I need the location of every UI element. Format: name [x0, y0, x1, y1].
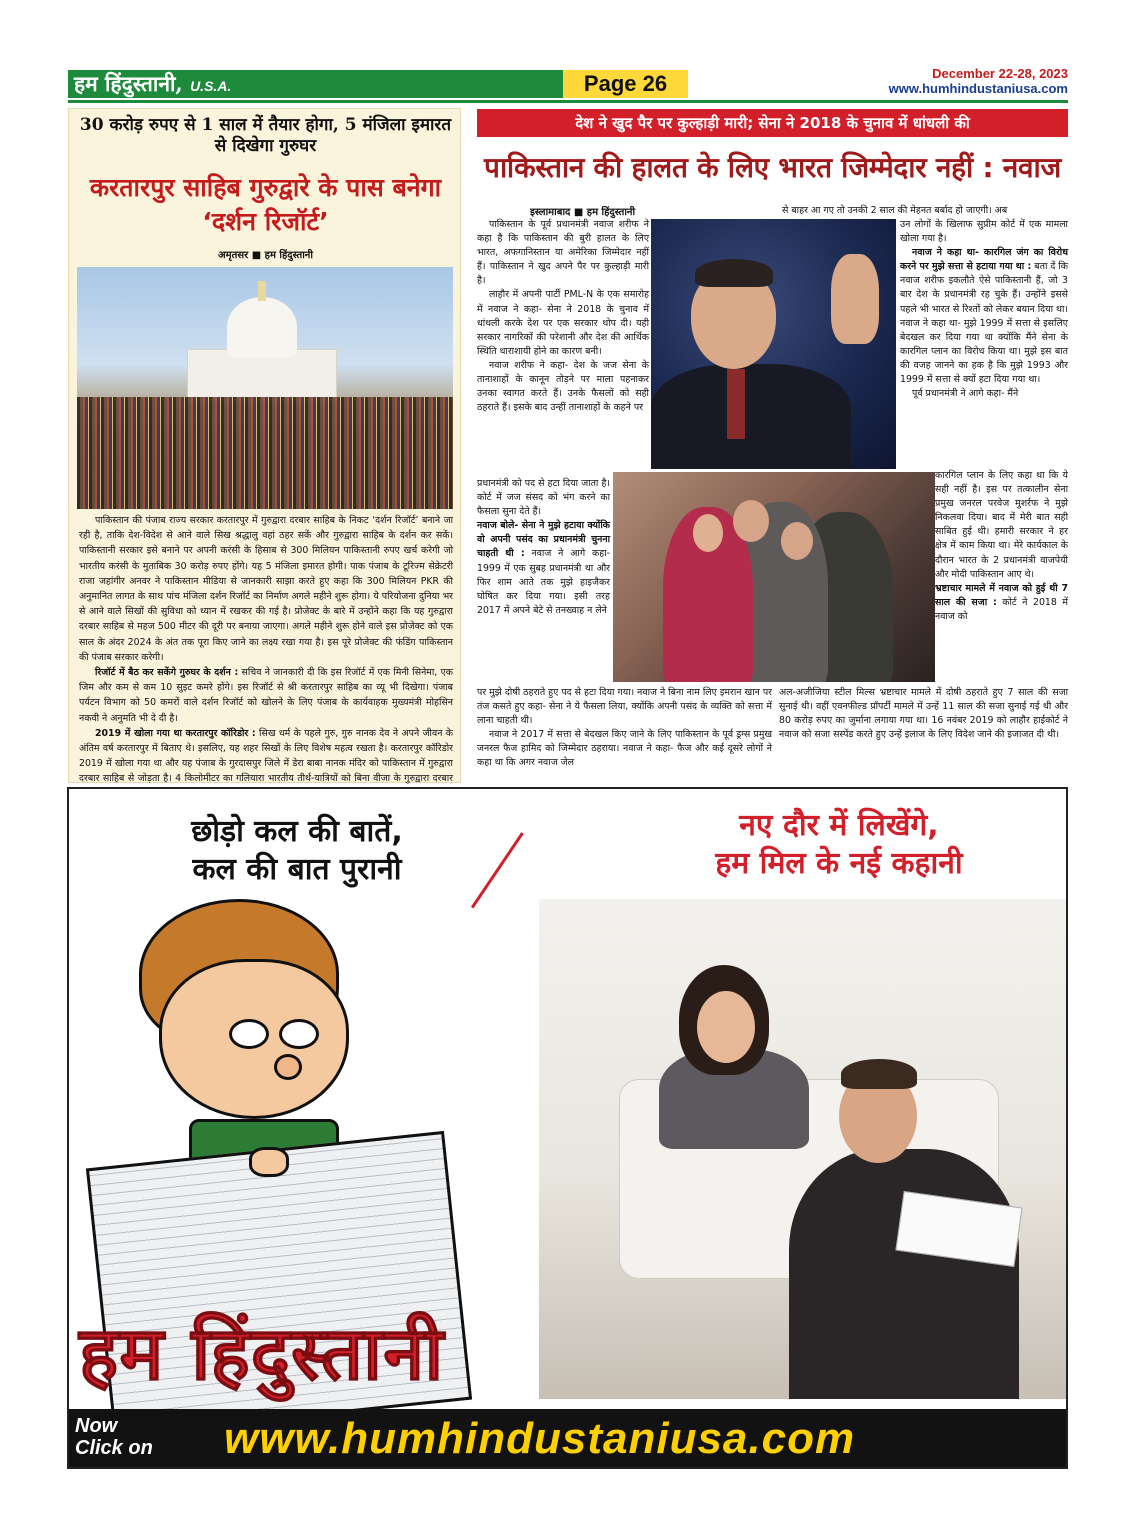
photo-raised-hand	[831, 254, 879, 344]
subhead: भ्रष्टाचार मामले में नवाज को हुई थी 7 साल की सजा :	[935, 582, 1068, 608]
nawaz-family-photo	[613, 472, 935, 682]
ad-brand-name: हम हिंदुस्तानी	[79, 1311, 445, 1397]
body-paragraph: पाकिस्तान की पंजाब राज्य सरकार करतारपुर में गुरुद्वारा दरबार साहिब के निकट ‘दर्शन रिजॉर्ट’ बनाने जा रही है, ताकि देश-विदेश से आने वाले सिख श्रद्धालु वहां ठहर सकें और गुरुद्वारा साहिब के दर्शन कर सकें। पाकिस्तानी सरकार इसे बनाने पर अपनी करंसी के हिसाब से 300 मिलियन पाकिस्तानी रुपए खर्च करेगी जो भारतीय करंसी के मुताबिक 30 करोड़ रुपए होंगे। यह 5 मंजिला इमारत होगी। पाक पंजाब के टूरिज्म सेक्रेटरी राजा जहांगीर अनवर ने पाकिस्तान मीडिया से जानकारी साझा करते हुए कहा कि 300 मिलियन PKR की अनुमानित लागत के साथ पांच मंजिला दर्शन रिजॉर्ट का निर्माण अगले महीने शुरू होगा। ये परियोजना दुनिया भर से आने वाले सिखों की सुविधा को ध्यान में रखकर की गई है। प्रोजेक्ट के बारे में उन्होंने कहा कि यह गुरुद्वारा दरबार साहिब से महज 500 मीटर की दूरी पर बनाया जाएगा। अगले महीने शुरू होने वाले इस प्रोजेक्ट को एक साल के अंदर 2024 के अंत तक पूरा किए जाने का लक्ष्य रखा गया है। इस पूरे प्रोजेक्ट की फंडिंग पाकिस्तान की पंजाब सरकार करेगी।	[79, 515, 453, 663]
body-paragraph: नवाज शरीफ ने कहा- देश के जज सेना के तानाशाहों के कानून तोड़ने पर माला पहनाकर उनका स्वागत करते हैं। उनके फैसलों को सही ठहराते हैं। इसके बाद उन्हीं तानाशाहों के कहने पर	[477, 359, 649, 414]
article-body	[79, 513, 453, 802]
kartarpur-article	[68, 108, 461, 783]
ad-right-slogan	[629, 807, 1049, 883]
subhead: 2019 में खोला गया था करतारपुर कॉरिडोर :	[95, 727, 256, 739]
photo-hair	[695, 259, 773, 287]
call-to-action	[75, 1415, 153, 1459]
photo-face	[781, 522, 813, 560]
subhead: नवाज ने कहा था- कारगिल जंग का विरोध करने पर मुझे सत्ता से हटाया गया था :	[900, 247, 1068, 273]
photo-tie	[727, 369, 745, 439]
paper-region: U.S.A.	[190, 78, 232, 94]
masthead	[68, 66, 1068, 98]
masthead-divider	[68, 100, 1068, 103]
woman-face	[697, 991, 755, 1063]
nawaz-article-column-1	[477, 218, 649, 415]
ad-footer	[69, 1409, 1068, 1469]
nawaz-article-column-3	[900, 218, 1068, 401]
photo-suit	[651, 364, 851, 469]
body-paragraph: कारगिल प्लान के लिए कहा था कि ये सही नहीं है। इस पर तत्कालीन सेना प्रमुख जनरल परवेज मुशर्रफ ने मुझे निकलवा दिया। बाद में मेरी बात सही साबित हुई थी। हमारी सरकार ने हर क्षेत्र में काम किया था। मेरे कार्यकाल के दौरान भारत के 2 प्रधानमंत्री वाजपेयी और मोदी पाकिस्तान आए थे।	[935, 470, 1068, 580]
man-hair	[841, 1059, 917, 1089]
page-number: Page 26	[563, 70, 688, 98]
nawaz-article-column-3-lower	[935, 469, 1068, 624]
couple-photo	[539, 899, 1068, 1399]
slogan-line: हम मिल के नई कहानी	[715, 846, 963, 881]
nawaz-article-headline: पाकिस्तान की हालत के लिए भारत जिम्मेदार नहीं : नवाज	[484, 151, 1061, 184]
body-paragraph	[477, 519, 610, 618]
body-paragraph: पाकिस्तान के पूर्व प्रधानमंत्री नवाज शरीफ ने कहा है कि पाकिस्तान की बुरी हालत के लिए भारत, अफगानिस्तान या अमेरिका जिम्मेदार नहीं हैं। पाकिस्तान ने खुद अपने पैर पर कुल्हाड़ी मारी है।	[477, 219, 649, 287]
body-text: कोर्ट ने 2018 में नवाज को	[935, 596, 1068, 622]
cartoon-hand	[249, 1147, 289, 1177]
body-paragraph: पूर्व प्रधानमंत्री ने आगे कहा- मैंने	[912, 388, 1019, 400]
slogan-line: नए दौर में लिखेंगे,	[739, 808, 939, 843]
paper-name-bar	[68, 70, 563, 98]
crowd	[77, 397, 453, 509]
nawaz-article-kicker: देश ने खुद पैर पर कुल्हाड़ी मारी; सेना ने 2018 के चुनाव में धांधली की	[477, 109, 1068, 137]
subhead: नवाज बोले- सेना ने मुझे हटाया क्योंकि वो अपनी पसंद का प्रधानमंत्री चुनना चाहती थी :	[477, 520, 610, 560]
body-paragraph	[900, 246, 1068, 387]
photo-face	[733, 500, 769, 542]
cta-line: Click on	[75, 1437, 153, 1459]
cta-line: Now	[75, 1415, 118, 1437]
slogan-line: छोड़ो कल की बातें,	[191, 814, 403, 849]
body-text: नवाज ने आगे कहा- 1999 में एक सुबह प्रधानमंत्री था और फिर शाम आते तक मुझे हाइजैकर घोषित कर दिया गया। इसी तरह 2017 में अपने बेटे से तनख्वाह न लेने	[477, 548, 610, 616]
speech-line	[471, 832, 524, 908]
nawaz-article-byline: इस्लामाबाद ■ हम हिंदुस्तानी	[530, 207, 636, 218]
nawaz-sharif-photo	[651, 219, 896, 469]
humhindustani-advertisement	[67, 787, 1068, 1469]
slogan-line: कल की बात पुरानी	[192, 852, 402, 887]
website-link[interactable]: www.humhindustaniusa.com	[888, 81, 1068, 96]
issue-date: December 22-28, 2023	[932, 66, 1068, 81]
paper-name: हम हिंदुस्तानी,	[74, 71, 183, 96]
gurdwara-photo	[77, 267, 453, 509]
article-headline: करतारपुर साहिब गुरुद्वारे के पास बनेगा ‘दर्शन रिजॉर्ट’	[89, 173, 442, 236]
body-paragraph	[935, 582, 1068, 624]
body-paragraph: नवाज ने 2017 में सत्ता से बेदखल किए जाने के लिए पाकिस्तान के पूर्व ड्रग्स प्रमुख जनरल फैज हामिद को जिम्मेदार ठहराया। नवाज ने कहा- फैज और कई दूसरे लोगों ने कहा था कि अगर नवाज जेल	[477, 729, 772, 769]
issue-info	[889, 66, 1068, 96]
gurdwara-building	[187, 349, 337, 403]
nawaz-article-bottom-left	[477, 686, 772, 771]
ad-left-slogan	[127, 813, 467, 889]
article-dateline: अमृतसर ■ हम हिंदुस्तानी	[218, 250, 313, 261]
cartoon-eye	[229, 1019, 269, 1049]
body-paragraph: पर मुझे दोषी ठहराते हुए पद से हटा दिया गया। नवाज ने बिना नाम लिए इमरान खान पर तंज कसते हुए कहा- सेना ने ये फैसला लिया, क्योंकि अपनी पसंद के व्यक्ति को सत्ता में लाना चाहती थी।	[477, 687, 772, 727]
cartoon-eye	[279, 1019, 319, 1049]
article-kicker: 30 करोड़ रुपए से 1 साल में तैयार होगा, 5 मंजिला इमारत से दिखेगा गुरुघर	[79, 115, 452, 156]
nawaz-article-column-3-top: से बाहर आ गए तो उनकी 2 साल की मेहनत बर्बाद हो जाएगी। अब	[782, 205, 1008, 216]
gurdwara-dome	[227, 297, 297, 357]
body-paragraph: प्रधानमंत्री को पद से हटा दिया जाता है। कोर्ट में जज संसद को भंग करने का फैसला सुना देते हैं।	[477, 478, 610, 518]
nawaz-article-bottom-right: अल-अजीजिया स्टील मिल्स भ्रष्टाचार मामले में दोषी ठहराते हुए 7 साल की सजा सुनाई थी। वहीं एवनफील्ड प्रॉपर्टी मामले में उन्हें 11 साल की सजा सुनाई गई थी और 80 करोड़ रुपए का जुर्माना लगाया गया था। 16 नवंबर 2019 को लाहौर हाईकोर्ट ने नवाज को सजा सस्पेंड करते हुए उन्हें इलाज के लिए विदेश जाने की इजाजत दी थी।	[779, 687, 1068, 741]
photo-face	[693, 514, 723, 552]
gurdwara-spire	[258, 281, 266, 301]
nawaz-article-column-1-lower	[477, 477, 610, 618]
body-text: बता दें कि नवाज शरीफ इकलौते ऐसे पाकिस्तानी हैं, जो 3 बार देश के प्रधानमंत्री रह चुके हैं। उन्होंने इससे पहले भी भारत से रिश्तों को लेकर बयान दिया था। नवाज ने कहा था- मुझे 1999 में सत्ता से इसलिए बेदखल कर दिया गया था क्योंकि मैंने सेना के कारगिल प्लान का विरोध किया था। मुझे इस बात की वजह जानने का हक है कि मुझे 1993 और 1999 में सत्ता से क्यों हटा दिया गया था।	[900, 261, 1069, 386]
ad-website-link[interactable]: www.humhindustaniusa.com	[224, 1414, 856, 1463]
body-paragraph	[79, 665, 453, 726]
body-text: सचिव ने जानकारी दी कि इस रिजॉर्ट में एक मिनी सिनेमा, एक जिम और कम से कम 10 सुइट कमरे होंगे। इस रिजॉर्ट से श्री करतारपुर साहिब का व्यू भी दिखेगा। पंजाब पर्यटन विभाग को 50 कमरों वाले दर्शन रिजॉर्ट को खोलने के लिए पंजाब के कार्यवाहक मुख्यमंत्री मोहसिन नकवी ने अनुमति भी दे दी है।	[79, 667, 453, 724]
subhead: रिजॉर्ट में बैठ कर सकेंगे गुरुघर के दर्शन :	[95, 667, 239, 679]
body-text: सिख धर्म के पहले गुरु, गुरु नानक देव ने अपने जीवन के अंतिम वर्ष करतारपुर में बिताए थे। इसलिए, यह शहर सिखों के लिए विशेष महत्व रखता है। करतारपुर कॉरिडोर 2019 में खोला गया था और यह पंजाब के गुरदासपुर जिले में डेरा बाबा नानक मंदिर को पाकिस्तान में गुरुद्वारा दरबार साहिब से जोड़ता है। 4 किलोमीटर का गलियारा भारतीय तीर्थ-यात्रियों को बिना वीजा के गुरुद्वारा दरबार	[79, 727, 453, 785]
body-paragraph: लाहौर में अपनी पार्टी PML-N के एक समारोह में नवाज ने कहा- सेना ने 2018 के चुनाव में धांधली करके देश पर एक सरकार थोप दी। यही सरकार नागरिकों की परेशानी और देश की आर्थिक स्थिति धाराशायी होने का कारण बनी।	[477, 289, 649, 357]
body-paragraph: उन लोगों के खिलाफ सुप्रीम कोर्ट में एक मामला खोला गया है।	[900, 219, 1068, 245]
man-figure	[789, 1149, 1019, 1399]
cartoon-nose	[274, 1054, 302, 1080]
